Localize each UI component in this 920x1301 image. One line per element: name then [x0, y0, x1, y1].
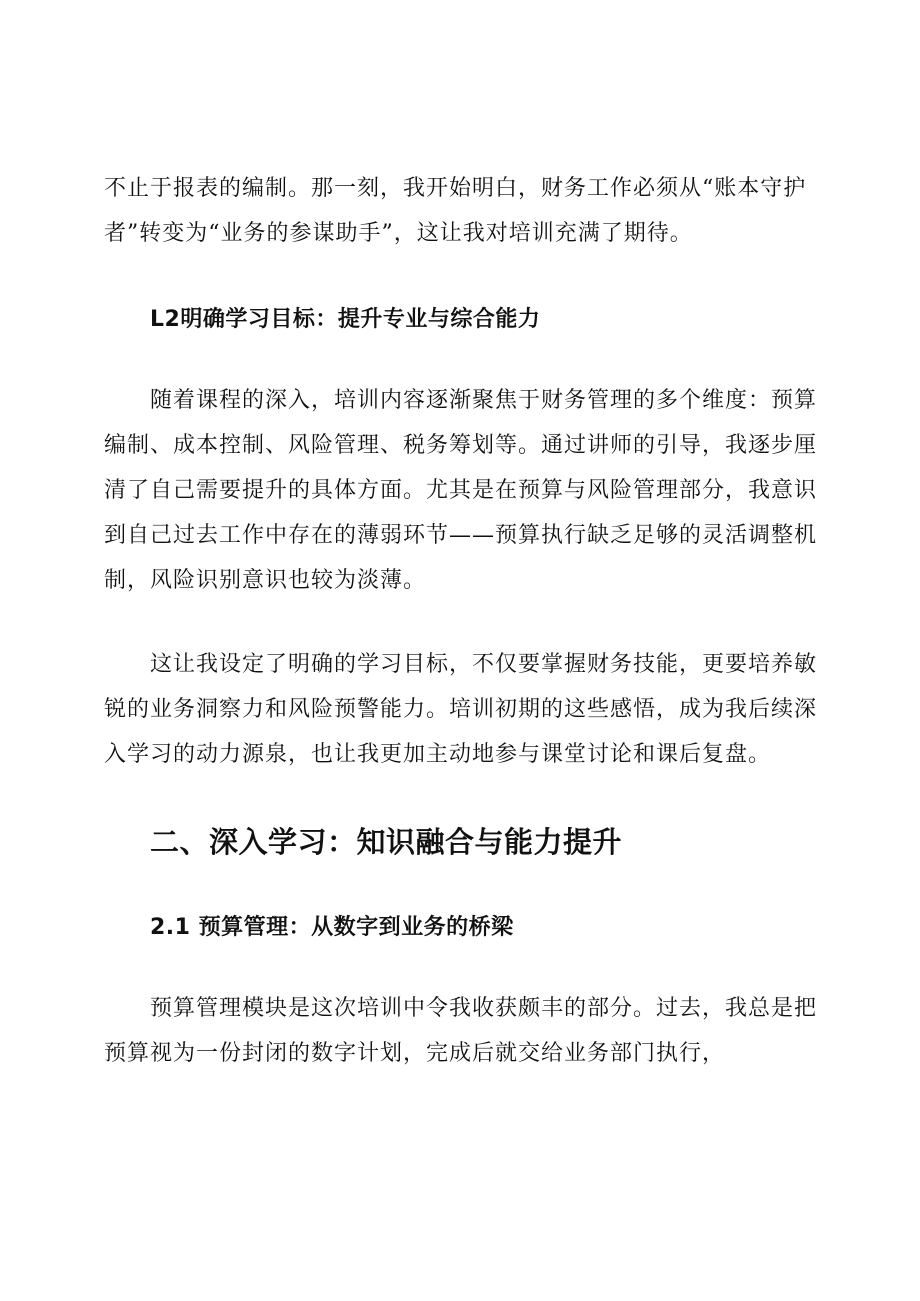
- paragraph-continuation: 不止于报表的编制。那一刻，我开始明白，财务工作必须从“账本守护者”转变为“业务的参谋助手”，这让我对培训充满了期待。: [104, 176, 807, 246]
- chapter-heading-2: 二、深入学习：知识融合与能力提升: [150, 825, 623, 859]
- section-heading-2-1: 2.1 预算管理：从数字到业务的桥梁: [150, 915, 514, 940]
- paragraph-course-content: 随着课程的深入，培训内容逐渐聚焦于财务管理的多个维度：预算编制、成本控制、风险管理、税务筹划等。通过讲师的引导，我逐步厘清了自己需要提升的具体方面。尤其是在预算与风险管理部分，我意识到自己过去工作中存在的薄弱环节——预算执行缺乏足够的灵活调整机制，风险识别意识也较为淡薄。: [104, 388, 818, 593]
- paragraph-learning-goals: 这让我设定了明确的学习目标，不仅要掌握财务技能，更要培养敏锐的业务洞察力和风险预警能力。培训初期的这些感悟，成为我后续深入学习的动力源泉，也让我更加主动地参与课堂讨论和课后复盘。: [104, 652, 818, 767]
- section-heading-1-2: L2明确学习目标：提升专业与综合能力: [150, 307, 541, 332]
- paragraph-budget-management: 预算管理模块是这次培训中令我收获颇丰的部分。过去，我总是把预算视为一份封闭的数字计划，完成后就交给业务部门执行，: [104, 996, 818, 1066]
